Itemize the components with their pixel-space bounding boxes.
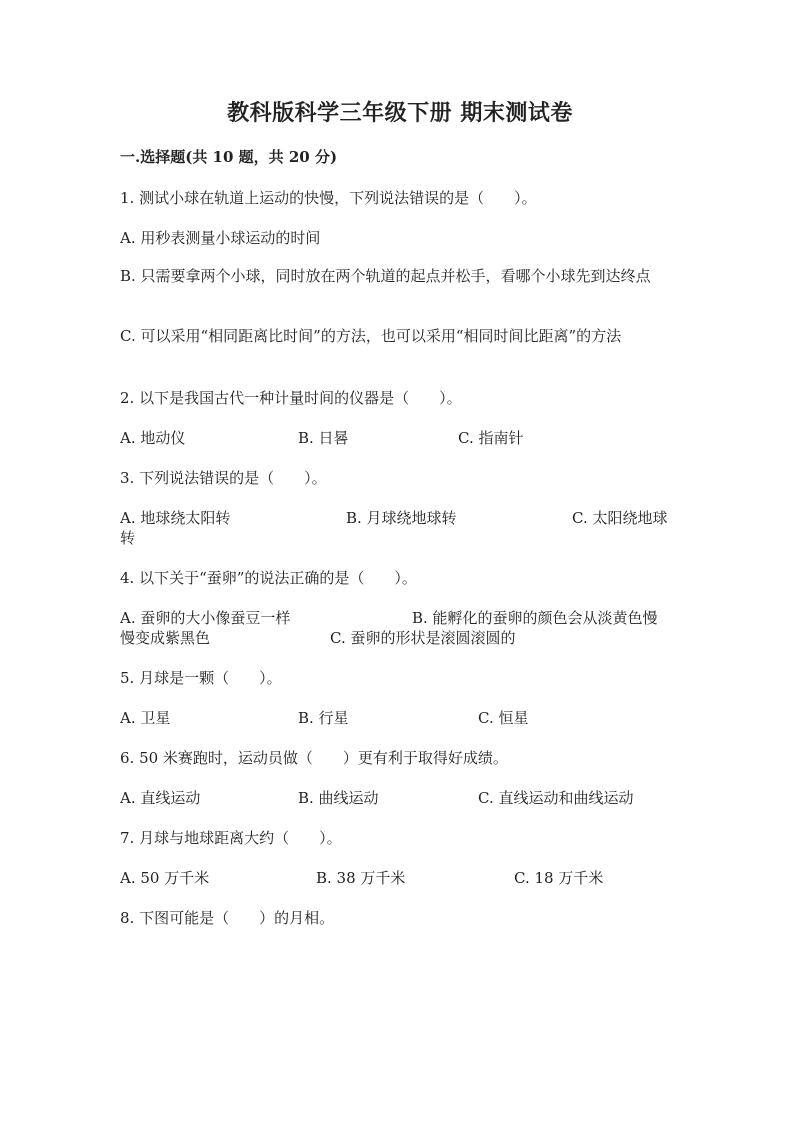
question-8-stem: 8. 下图可能是（ ）的月相。 bbox=[120, 909, 335, 927]
question-5-option-a: A. 卫星 bbox=[120, 709, 171, 727]
question-3-option-c: C. 太阳绕地球 bbox=[572, 509, 668, 527]
question-5-stem: 5. 月球是一颗（ ）。 bbox=[120, 669, 282, 687]
question-7-option-c: C. 18 万千米 bbox=[514, 869, 604, 887]
question-1-option-b: B. 只需要拿两个小球，同时放在两个轨道的起点并松手，看哪个小球先到达终点 bbox=[120, 267, 651, 285]
question-1-stem: 1. 测试小球在轨道上运动的快慢，下列说法错误的是（ ）。 bbox=[120, 189, 537, 207]
question-2-option-b: B. 日晷 bbox=[298, 429, 349, 447]
question-3-stem: 3. 下列说法错误的是（ ）。 bbox=[120, 469, 327, 487]
question-5-option-c: C. 恒星 bbox=[478, 709, 529, 727]
question-2-option-a: A. 地动仪 bbox=[120, 429, 186, 447]
question-4-option-a: A. 蚕卵的大小像蚕豆一样 bbox=[120, 609, 291, 627]
question-4-option-b: B. 能孵化的蚕卵的颜色会从淡黄色慢 bbox=[412, 609, 658, 627]
question-3-option-a: A. 地球绕太阳转 bbox=[120, 509, 231, 527]
question-4-stem: 4. 以下关于“蚕卵”的说法正确的是（ ）。 bbox=[120, 569, 417, 587]
question-7-stem: 7. 月球与地球距离大约（ ）。 bbox=[120, 829, 342, 847]
question-2-option-c: C. 指南针 bbox=[458, 429, 524, 447]
question-3-option-b: B. 月球绕地球转 bbox=[346, 509, 457, 527]
question-1-option-a: A. 用秒表测量小球运动的时间 bbox=[120, 229, 321, 247]
question-4-option-b-continued: 慢变成紫黑色 bbox=[120, 629, 211, 647]
question-7-option-b: B. 38 万千米 bbox=[316, 869, 406, 887]
question-3-option-c-continued: 转 bbox=[120, 529, 136, 547]
page-title: 教科版科学三年级下册 期末测试卷 bbox=[227, 100, 573, 126]
question-1-option-c: C. 可以采用“相同距离比时间”的方法，也可以采用“相同时间比距离”的方法 bbox=[120, 327, 622, 345]
question-5-option-b: B. 行星 bbox=[298, 709, 349, 727]
section-heading: 一.选择题(共 10 题，共 20 分) bbox=[120, 148, 338, 166]
question-6-option-c: C. 直线运动和曲线运动 bbox=[478, 789, 634, 807]
question-6-option-a: A. 直线运动 bbox=[120, 789, 201, 807]
question-6-stem: 6. 50 米赛跑时，运动员做（ ）更有利于取得好成绩。 bbox=[120, 749, 508, 767]
question-7-option-a: A. 50 万千米 bbox=[120, 869, 210, 887]
question-2-stem: 2. 以下是我国古代一种计量时间的仪器是（ ）。 bbox=[120, 389, 462, 407]
question-4-option-c: C. 蚕卵的形状是滚圆滚圆的 bbox=[330, 629, 516, 647]
question-6-option-b: B. 曲线运动 bbox=[298, 789, 379, 807]
